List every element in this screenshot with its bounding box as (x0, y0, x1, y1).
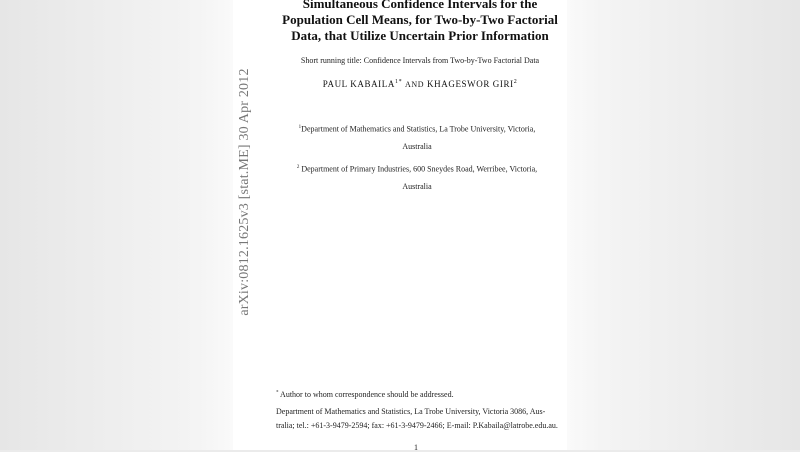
affiliation-2 (286, 159, 548, 195)
affiliation-2-line-2: Australia (402, 181, 432, 191)
footnote-mark: * (276, 390, 279, 396)
right-margin-shadow (567, 0, 800, 450)
author-line (270, 79, 570, 89)
author-1-name: PAUL KABAILA (322, 79, 395, 89)
affiliation-2-mark: 2 (296, 165, 300, 170)
title-line-3: Data, that Utilize Uncertain Prior Information (291, 28, 549, 43)
affiliation-1-line-2: Australia (402, 141, 432, 151)
correspondence-footnote (276, 390, 576, 399)
paper-page (233, 0, 567, 450)
author-2-marks: 2 (513, 79, 518, 85)
author-1-marks: 1* (394, 79, 403, 85)
address-line-2: tralia; tel.: +61-3-9479-2594; fax: +61-3-9479-2466; E-mail: P.Kabaila@latrobe.edu.au. (276, 421, 558, 430)
affiliation-1-mark: 1 (298, 125, 302, 130)
address-line-1: Department of Mathematics and Statistics, La Trobe University, Victoria 3086, Aus- (276, 407, 546, 416)
footnote-text: Author to whom correspondence should be addressed. (278, 390, 454, 399)
title-line-1: Simultaneous Confidence Intervals for the (302, 0, 538, 11)
affiliation-2-line-1: Department of Primary Industries, 600 Sneydes Road, Werribee, Victoria, (299, 164, 538, 174)
left-margin-shadow (0, 0, 233, 450)
arxiv-identifier: arXiv:0812.1625v3 [stat.ME] 30 Apr 2012 (237, 67, 252, 316)
affiliation-1 (286, 119, 548, 155)
title-line-2: Population Cell Means, for Two-by-Two Factorial (282, 12, 558, 27)
author-joiner: AND (405, 80, 425, 89)
page-number: 1 (414, 443, 418, 452)
affiliation-1-line-1: Department of Mathematics and Statistics, La Trobe University, Victoria, (301, 124, 536, 134)
running-title: Short running title: Confidence Intervals from Two-by-Two Factorial Data (300, 56, 540, 65)
author-2-name: KHAGESWOR GIRI (427, 79, 514, 89)
